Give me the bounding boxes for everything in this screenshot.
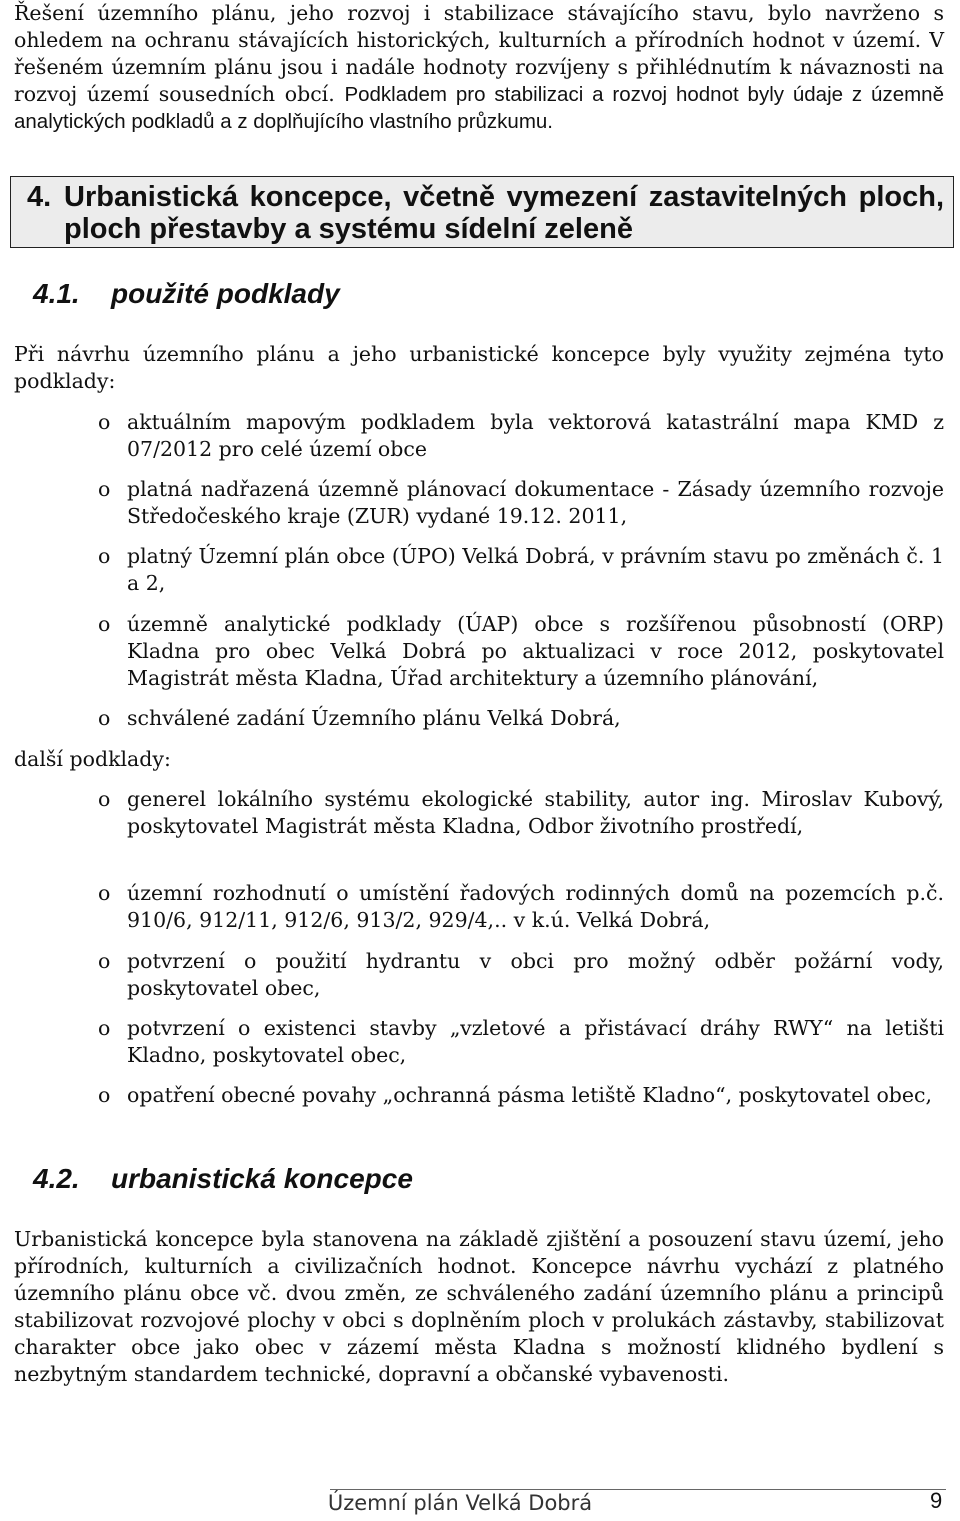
list-item-text: potvrzení o použití hydrantu v obci pro možný odběr požární vody, poskytovatel obec, (127, 949, 944, 1000)
bullet-marker: o (98, 410, 111, 434)
list-item-text: opatření obecné povahy „ochranná pásma letiště Kladno“, poskytovatel obec, (127, 1083, 933, 1107)
list-item-text: platná nadřazená územně plánovací dokumentace - Zásady územního rozvoje Středočeského kraje (ZUR) vydané 19.12. 2011, (127, 477, 944, 528)
page-number: 9 (930, 1488, 943, 1513)
bullet-marker: o (98, 787, 111, 811)
subsection-1-intro: Při návrhu územního plánu a jeho urbanistické koncepce byly využity zejména tyto podklady: (14, 342, 944, 393)
subsection-1-heading (33, 278, 933, 312)
intro-text-b: Podkladem pro stabilizaci a rozvoj hodnot byly údaje z územně analytických podkladů a z doplňujícího vlastního průzkumu. (14, 83, 944, 133)
list-item-text: územní rozhodnutí o umístění řadových rodinných domů na pozemcích p.č. 910/6, 912/11, 912/6, 913/2, 929/4,.. v k.ú. Velká Dobrá, (127, 881, 944, 932)
list-item-text: platný Územní plán obce (ÚPO) Velká Dobrá, v právním stavu po změnách č. 1 a 2, (127, 544, 944, 595)
section-heading-box (10, 176, 954, 248)
subsection-2-text: Urbanistická koncepce byla stanovena na základě zjištění a posouzení stavu území, jeho přírodních, kulturních a civilizačních hodnot. Koncepce návrhu vychází z platného územního plánu obce vč. dvou změn, ze schváleného zadání územního plánu a principů stabilizovat rozvojové plochy v obci s doplněním ploch v prolukách zástavby, stabilizovat charakter obce jako obec v zázemí města Kladna s možností klidného bydlení s nezbytným standardem technické, dopravní a občanské vybavenosti. (14, 1227, 944, 1386)
subsection-2-title: urbanistická koncepce (111, 1163, 413, 1194)
list-item-text: aktuálním mapovým podkladem byla vektorová katastrální mapa KMD z 07/2012 pro celé území obce (127, 410, 944, 461)
footer-divider (330, 1489, 946, 1490)
bullet-marker: o (98, 706, 111, 730)
bullet-marker: o (98, 544, 111, 568)
subsection-1-title: použité podklady (111, 278, 340, 309)
list-item-text: územně analytické podklady (ÚAP) obce s rozšířenou působností (ORP) Kladna pro obec Velká Dobrá po aktualizaci v roce 2012, poskytovatel Magistrát města Kladna, Úřad architektury a územního plánování, (127, 612, 944, 690)
list-item-text: potvrzení o existenci stavby „vzletové a přistávací dráhy RWY“ na letišti Kladno, poskytovatel obec, (127, 1016, 944, 1067)
bullet-marker: o (98, 881, 111, 905)
intro-text-a: Řešení územního plánu, jeho rozvoj i stabilizace stávajícího stavu, bylo navrženo s ohledem na ochranu stávajících historických, kulturních a přírodních hodnot v území. V řešeném územním plánu jsou i nadále hodnoty rozvíjeny s přihlédnutím k návaznosti na rozvoj území sousedních obcí. (14, 1, 944, 106)
section-number: 4. (27, 181, 52, 213)
intro-paragraph (14, 0, 944, 135)
subsection-2-heading (33, 1163, 933, 1197)
bullet-marker: o (98, 477, 111, 501)
subsection-1-number: 4.1. (33, 278, 80, 309)
bullet-marker: o (98, 612, 111, 636)
bullet-marker: o (98, 949, 111, 973)
footer-title: Územní plán Velká Dobrá (327, 1491, 593, 1515)
section-title: Urbanistická koncepce, včetně vymezení zastavitelných ploch, ploch přestavby a systému sídelní zeleně (64, 181, 944, 245)
bullet-marker: o (98, 1083, 111, 1107)
list-item-text: generel lokálního systému ekologické stability, autor ing. Miroslav Kubový, poskytovatel Magistrát města Kladna, Odbor životního prostředí, (127, 787, 944, 838)
bullet-marker: o (98, 1016, 111, 1040)
other-sources-label: další podklady: (14, 747, 171, 771)
list-item-text: schválené zadání Územního plánu Velká Dobrá, (127, 706, 621, 730)
subsection-2-number: 4.2. (33, 1163, 80, 1194)
